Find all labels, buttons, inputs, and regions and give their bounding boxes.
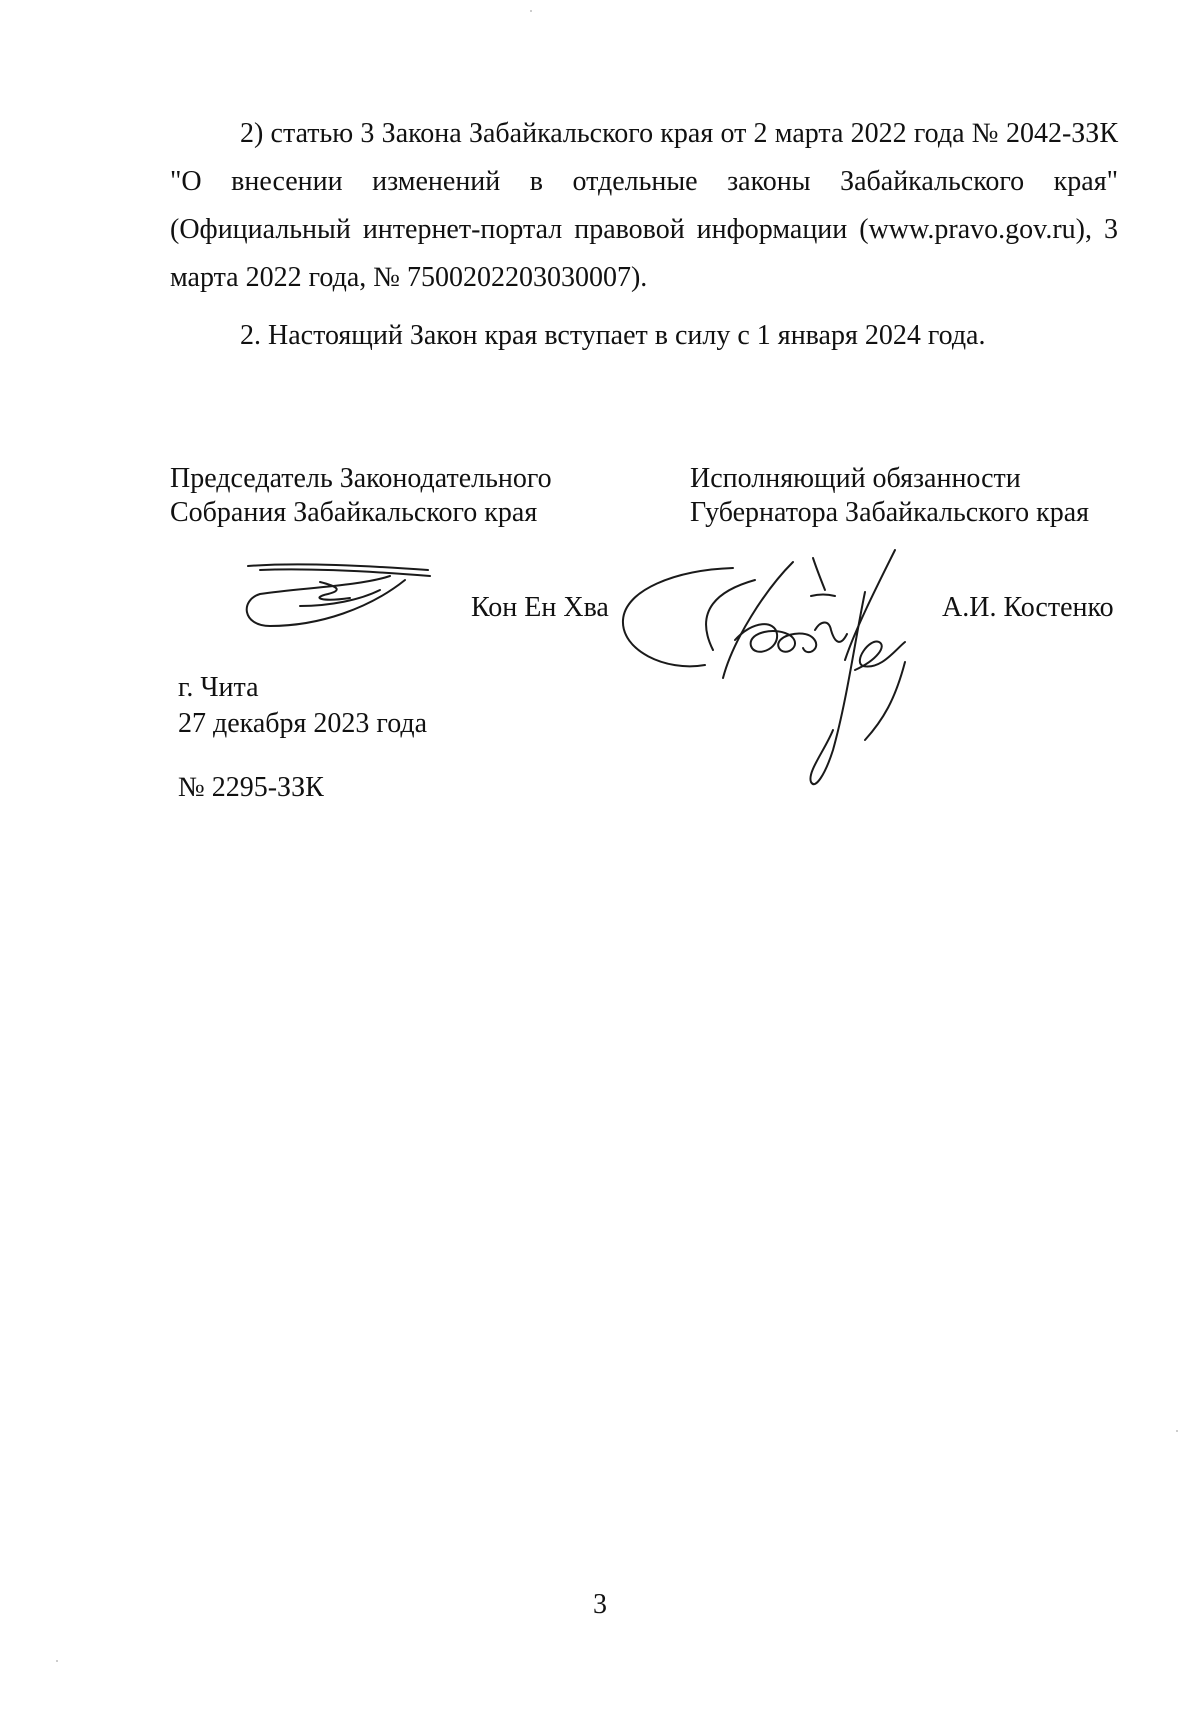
left-signatory-title: [170, 462, 610, 530]
right-signatory-title-line-1: Исполняющий обязанности: [690, 463, 1021, 494]
left-handwritten-signature: [240, 556, 440, 646]
right-handwritten-signature: [615, 550, 945, 800]
paragraph-effective-date: 2. Настоящий Закон края вступает в силу с 1 января 2024 года.: [240, 320, 986, 351]
page-number: 3: [593, 1589, 607, 1620]
right-signatory-title-line-2: Губернатора Забайкальского края: [690, 497, 1090, 528]
scan-speck: [1176, 1430, 1178, 1432]
left-signatory-title-line-1: Председатель Законодательного: [170, 463, 552, 494]
scan-speck: [56, 1660, 58, 1662]
signing-date: 27 декабря 2023 года: [178, 708, 428, 739]
right-signatory-name: А.И. Костенко: [942, 592, 1114, 623]
right-signatory-title: [690, 462, 1130, 530]
paragraph-repeal-article: 2) статью 3 Закона Забайкальского края от 2 марта 2022 года № 2042-ЗЗК "О внесении изменений в отдельные законы Забайкальского края" (Официальный интернет-портал правовой информации (www.pravo.gov.ru), 3 марта 2022 года, № 7500202203030007).: [170, 118, 1118, 293]
left-signatory-title-line-2: Собрания Забайкальского края: [170, 497, 538, 528]
left-signatory-name: Кон Ен Хва: [471, 592, 609, 623]
city: г. Чита: [178, 672, 259, 703]
scan-speck: [530, 10, 532, 12]
law-number: № 2295-ЗЗК: [178, 772, 324, 803]
